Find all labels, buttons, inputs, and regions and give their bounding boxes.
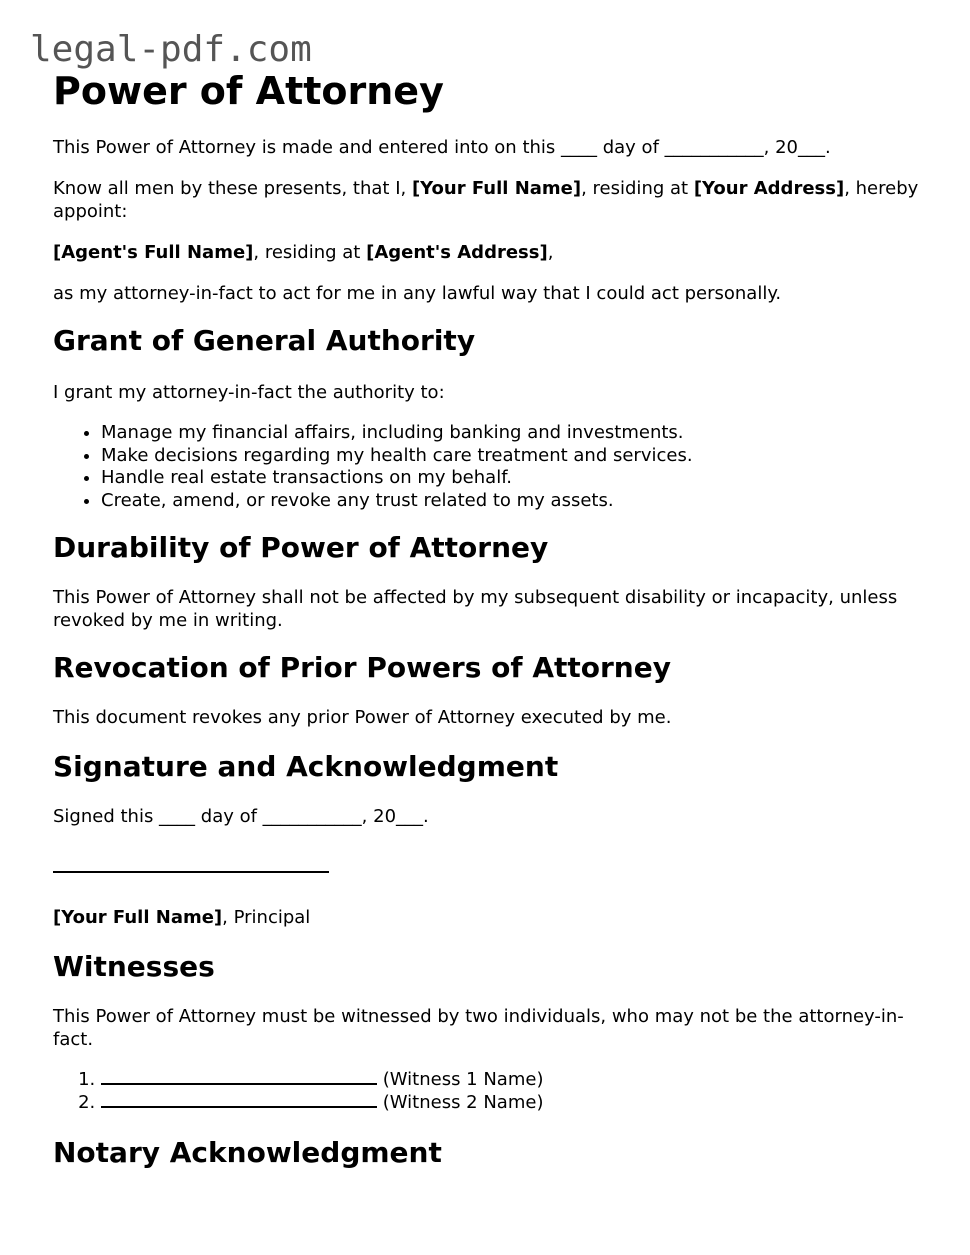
witness-label: (Witness 1 Name) <box>377 1069 544 1091</box>
list-item: • Make decisions regarding my health care treatment and services. <box>101 445 933 468</box>
agent-address-placeholder: [Agent's Address] <box>366 242 548 263</box>
signature-rule <box>53 869 329 873</box>
principal-statement <box>53 177 933 223</box>
list-item: • Create, amend, or revoke any trust related to my assets. <box>101 490 933 513</box>
residing-text: , residing at <box>581 178 694 199</box>
agent-name-placeholder: [Agent's Full Name] <box>53 242 254 263</box>
witness-signature-rule <box>101 1104 377 1108</box>
agent-statement <box>53 241 933 264</box>
durability-heading: Durability of Power of Attorney <box>53 531 549 565</box>
appoint-suffix: , hereby appoint: <box>53 178 919 222</box>
agent-suffix: , <box>547 242 554 263</box>
witnesses-heading: Witnesses <box>53 950 215 984</box>
list-item <box>101 1069 933 1092</box>
revocation-text: This document revokes any prior Power of Attorney executed by me. <box>53 707 672 729</box>
witness-label: (Witness 2 Name) <box>377 1091 544 1113</box>
signer-line <box>53 906 933 929</box>
attorney-line: as my attorney-in-fact to act for me in any lawful way that I could act personally. <box>53 283 782 304</box>
agent-residing-text: , residing at <box>253 242 367 263</box>
watermark: legal-pdf.com <box>30 29 312 70</box>
document-body <box>53 64 933 1171</box>
revocation-heading: Revocation of Prior Powers of Attorney <box>53 651 671 685</box>
know-prefix: Know all men by these presents, that I, <box>53 178 412 199</box>
general-authority-lead: I grant my attorney-in-fact the authority to: <box>53 382 445 403</box>
principal-name-placeholder: [Your Full Name] <box>411 178 582 199</box>
general-authority-heading: Grant of General Authority <box>53 324 476 357</box>
signed-line: Signed this ____ day of ___________, 20___. <box>53 806 429 828</box>
notary-heading: Notary Acknowledgment <box>53 1135 442 1169</box>
signature-line <box>53 858 933 882</box>
witness-list <box>53 1069 933 1114</box>
witnesses-text: This Power of Attorney must be witnessed by two individuals, who may not be the attorney-in-fact. <box>53 1006 904 1051</box>
page-title: Power of Attorney <box>53 69 444 113</box>
signature-heading: Signature and Acknowledgment <box>53 750 559 784</box>
list-item: • Manage my financial affairs, including banking and investments. <box>101 422 933 445</box>
list-item <box>101 1092 933 1115</box>
durability-text: This Power of Attorney shall not be affected by my subsequent disability or incapacity, unless revoked by me in writing. <box>53 587 898 632</box>
witness-signature-rule <box>101 1081 377 1085</box>
signer-name-placeholder: [Your Full Name] <box>53 907 223 929</box>
principal-address-placeholder: [Your Address] <box>693 178 845 199</box>
date-line: This Power of Attorney is made and entered into on this ____ day of ___________, 20___. <box>53 137 831 158</box>
signer-role: , Principal <box>222 907 311 929</box>
list-item: • Handle real estate transactions on my behalf. <box>101 467 933 490</box>
authority-list <box>53 422 933 512</box>
